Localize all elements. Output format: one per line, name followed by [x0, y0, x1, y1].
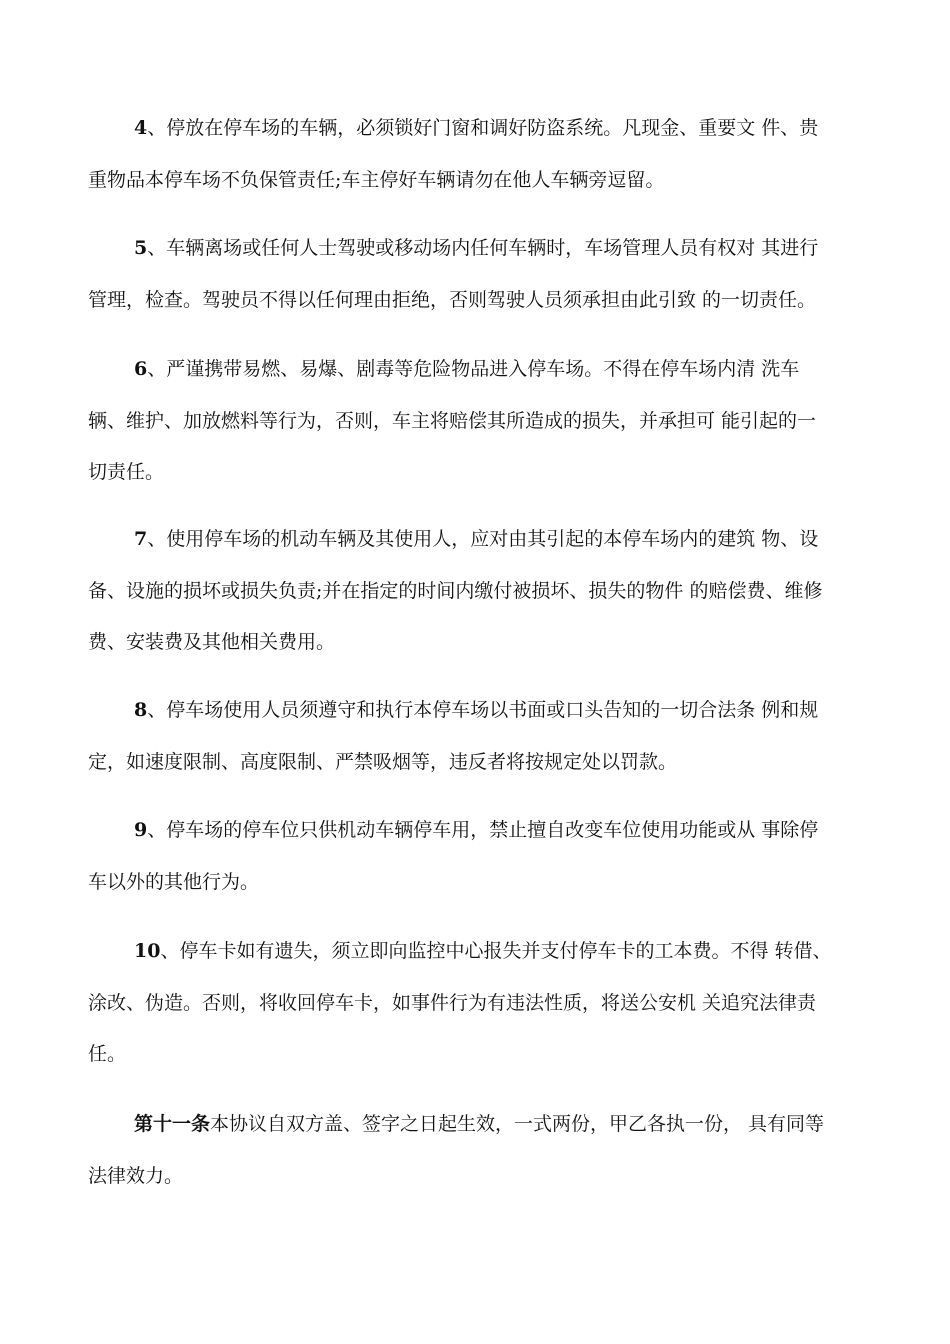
paragraph-line: [134, 815, 818, 845]
line-text: 、严谨携带易燃、易爆、剧毒等危险物品进入停车场。不得在停车场内清 洗车: [147, 358, 800, 380]
item-number: 5: [134, 237, 148, 259]
paragraph-line: [88, 576, 822, 606]
clause-title: 第十一条: [134, 1113, 211, 1135]
line-text: 管理，检查。驾驶员不得以任何理由拒绝，否则驾驶人员须承担由此引致 的一切责任。: [88, 289, 817, 311]
line-text: 备、设施的损坏或损失负责;并在指定的时间内缴付被损坏、损失的物件 的赔偿费、维修: [88, 580, 823, 602]
paragraph-line: [134, 524, 818, 554]
paragraph-line: [88, 285, 816, 315]
paragraph-line: [88, 457, 164, 487]
line-text: 辆、维护、加放燃料等行为，否则，车主将赔偿其所造成的损失，并承担可 能引起的一: [88, 410, 817, 432]
line-text: 车以外的其他行为。: [88, 871, 260, 893]
paragraph-line: [134, 695, 818, 725]
item-number: 4: [134, 117, 148, 139]
paragraph-line: [88, 406, 816, 436]
item-number: 6: [134, 358, 148, 380]
paragraph-line: [134, 113, 818, 143]
paragraph-line: [88, 627, 335, 657]
line-text: 、使用停车场的机动车辆及其使用人，应对由其引起的本停车场内的建筑 物、设: [147, 528, 819, 550]
paragraph-line: [134, 354, 799, 384]
line-text: 任。: [88, 1043, 127, 1065]
line-text: 定，如速度限制、高度限制、严禁吸烟等，违反者将按规定处以罚款。: [88, 751, 678, 773]
paragraph-line: [134, 1109, 824, 1139]
line-text: 法律效力。: [88, 1165, 184, 1187]
item-number: 8: [134, 699, 148, 721]
line-text: 、停车卡如有遗失，须立即向监控中心报失并支付停车卡的工本费。不得 转借、: [160, 940, 832, 962]
paragraph-line: [88, 165, 664, 195]
line-text: 切责任。: [88, 461, 165, 483]
line-text: 、停放在停车场的车辆，必须锁好门窗和调好防盗系统。凡现金、重要文 件、贵: [147, 117, 819, 139]
paragraph-line: [88, 867, 259, 897]
paragraph-line: [134, 233, 818, 263]
item-number: 9: [134, 819, 148, 841]
line-text: 、停车场使用人员须遵守和执行本停车场以书面或口头告知的一切合法条 例和规: [147, 699, 819, 721]
line-text: 涂改、伪造。否则，将收回停车卡，如事件行为有违法性质，将送公安机 关追究法律责: [88, 992, 817, 1014]
paragraph-line: [134, 936, 832, 966]
item-number: 7: [134, 528, 148, 550]
paragraph-line: [88, 1039, 126, 1069]
paragraph-line: [88, 747, 677, 777]
item-number: 10: [134, 940, 161, 962]
paragraph-line: [88, 1161, 183, 1191]
paragraph-line: [88, 988, 816, 1018]
line-text: 费、安装费及其他相关费用。: [88, 631, 336, 653]
line-text: 本协议自双方盖、签字之日起生效，一式两份，甲乙各执一份， 具有同等: [210, 1113, 825, 1135]
line-text: 、停车场的停车位只供机动车辆停车用，禁止擅自改变车位使用功能或从 事除停: [147, 819, 819, 841]
line-text: 、车辆离场或任何人士驾驶或移动场内任何车辆时，车场管理人员有权对 其进行: [147, 237, 819, 259]
line-text: 重物品本停车场不负保管责任;车主停好车辆请勿在他人车辆旁逗留。: [88, 169, 665, 191]
